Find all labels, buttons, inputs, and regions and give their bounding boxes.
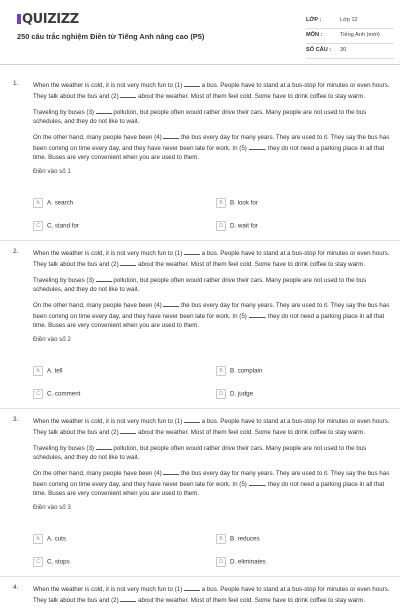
page-title: 250 câu trắc nghiệm Điền từ Tiếng Anh nâng cao (P5) (17, 32, 205, 41)
option-b[interactable] (216, 366, 262, 376)
question-number: 2. (13, 248, 19, 255)
option-letter-box[interactable]: B (216, 198, 226, 208)
option-text: D. eliminates (230, 558, 266, 566)
question-passage (33, 80, 391, 175)
logo-mark (17, 14, 21, 24)
option-text: D. wait for (230, 222, 258, 230)
blank-1 (184, 584, 200, 591)
blank-3 (96, 107, 112, 114)
option-a[interactable] (33, 534, 66, 544)
meta-label: LỚP : (306, 17, 322, 23)
meta-row-class (306, 14, 394, 29)
passage-paragraph-1: When the weather is cold, it is not very much fun to (1) a bus. People have to stand at a bus-stop for minutes or even hours. They talk about the bus and (2) about the weather. Most of them feel cold. Some have to drink coffee to stay warm. (33, 418, 390, 436)
option-d[interactable] (216, 557, 266, 567)
logo-text: QUIZIZZ (22, 12, 79, 27)
option-b[interactable] (216, 534, 260, 544)
worksheet-header (0, 0, 400, 62)
option-letter-box[interactable]: D (216, 389, 226, 399)
question-passage (33, 248, 391, 343)
option-letter-box[interactable]: C (33, 389, 43, 399)
header-divider (0, 64, 400, 65)
meta-label: MÔN : (306, 32, 323, 38)
question-divider (0, 240, 400, 241)
option-letter-box[interactable]: B (216, 534, 226, 544)
question-passage (33, 584, 391, 611)
option-text: B. reduces (230, 535, 260, 543)
passage-paragraph-3: On the other hand, many people have been (4) the bus every day for many years. They are used to it. They say the bus has been coming on time every day, and they have never been late for work. In (5) , they do not need a parking place in all that time. Buses are very convenient when you are used to them. (33, 302, 390, 329)
option-c[interactable] (33, 221, 79, 231)
blank-4 (163, 132, 179, 139)
option-text: B. look for (230, 199, 258, 207)
option-text: D. judge (230, 390, 254, 398)
meta-label: SỐ CÂU : (306, 47, 332, 53)
option-c[interactable] (33, 389, 80, 399)
meta-value: Tiếng Anh (mới) (340, 32, 380, 38)
question-prompt: Điền vào số 2 (33, 336, 71, 344)
option-text: C. comment (47, 390, 81, 398)
passage-paragraph-2: Traveling by buses (3) pollution, but people often would rather drive their cars. Many people are not used to the bus schedules, and they do not like to wait. (33, 445, 367, 461)
question-number: 3. (13, 416, 19, 423)
meta-value: 30 (340, 47, 347, 53)
meta-row-subject (306, 29, 394, 44)
blank-3 (96, 443, 112, 450)
option-a[interactable] (33, 366, 62, 376)
option-text: C. stand for (47, 222, 79, 230)
option-letter-box[interactable]: B (216, 366, 226, 376)
passage-paragraph-1: When the weather is cold, it is not very much fun to (1) a bus. People have to stand at a bus-stop for minutes or even hours. They talk about the bus and (2) about the weather. Most of them feel cold. Some have to drink coffee to stay warm. (33, 250, 390, 268)
option-letter-box[interactable]: A (33, 366, 43, 376)
option-text: A. tell (47, 367, 63, 375)
meta-value: Lớp 12 (340, 17, 358, 23)
option-d[interactable] (216, 389, 253, 399)
blank-1 (184, 248, 200, 255)
option-letter-box[interactable]: C (33, 221, 43, 231)
option-b[interactable] (216, 198, 258, 208)
blank-1 (184, 416, 200, 423)
option-d[interactable] (216, 221, 258, 231)
option-letter-box[interactable]: A (33, 534, 43, 544)
passage-paragraph-2: Traveling by buses (3) pollution, but people often would rather drive their cars. Many people are not used to the bus schedules, and they do not like to wait. (33, 277, 367, 293)
meta-info (306, 14, 394, 59)
blank-5 (249, 311, 265, 318)
option-text: B. complain (230, 367, 263, 375)
option-letter-box[interactable]: D (216, 221, 226, 231)
option-letter-box[interactable]: C (33, 557, 43, 567)
passage-paragraph-1: When the weather is cold, it is not very much fun to (1) a bus. People have to stand at a bus-stop for minutes or even hours. They talk about the bus and (2) about the weather. Most of them feel cold. Some have to drink coffee to stay warm. (33, 82, 390, 100)
blank-4 (163, 468, 179, 475)
option-a[interactable] (33, 198, 73, 208)
blank-5 (249, 143, 265, 150)
passage-paragraph-3: On the other hand, many people have been (4) the bus every day for many years. They are used to it. They say the bus has been coming on time every day, and they have never been late for work. In (5) , they do not need a parking place in all that time. Buses are very convenient when you are used to them. (33, 470, 390, 497)
question-passage (33, 416, 391, 511)
option-c[interactable] (33, 557, 70, 567)
blank-2 (120, 259, 136, 266)
question-prompt: Điền vào số 3 (33, 504, 71, 512)
blank-1 (184, 80, 200, 87)
option-letter-box[interactable]: D (216, 557, 226, 567)
blank-2 (120, 427, 136, 434)
meta-row-count (306, 44, 394, 59)
question-divider (0, 408, 400, 409)
option-text: C. stops (47, 558, 70, 566)
option-text: A. search (47, 199, 74, 207)
blank-5 (249, 479, 265, 486)
option-letter-box[interactable]: A (33, 198, 43, 208)
question-prompt: Điền vào số 1 (33, 168, 71, 176)
blank-3 (96, 275, 112, 282)
blank-2 (120, 91, 136, 98)
passage-paragraph-1: When the weather is cold, it is not very much fun to (1) a bus. People have to stand at a bus-stop for minutes or even hours. They talk about the bus and (2) about the weather. Most of them feel cold. Some have to drink coffee to stay warm. (33, 586, 390, 604)
passage-paragraph-2: Traveling by buses (3) pollution, but people often would rather drive their cars. Many people are not used to the bus schedules, and they do not like to wait. (33, 109, 367, 125)
option-text: A. cuts (47, 535, 66, 543)
blank-4 (163, 300, 179, 307)
question-number: 1. (13, 80, 19, 87)
question-number: 4. (13, 584, 19, 591)
blank-2 (120, 595, 136, 602)
passage-paragraph-3: On the other hand, many people have been (4) the bus every day for many years. They are used to it. They say the bus has been coming on time every day, and they have never been late for work. In (5) , they do not need a parking place in all that time. Buses are very convenient when you are used to them. (33, 134, 390, 161)
question-divider (0, 576, 400, 577)
quizizz-logo (17, 12, 79, 27)
